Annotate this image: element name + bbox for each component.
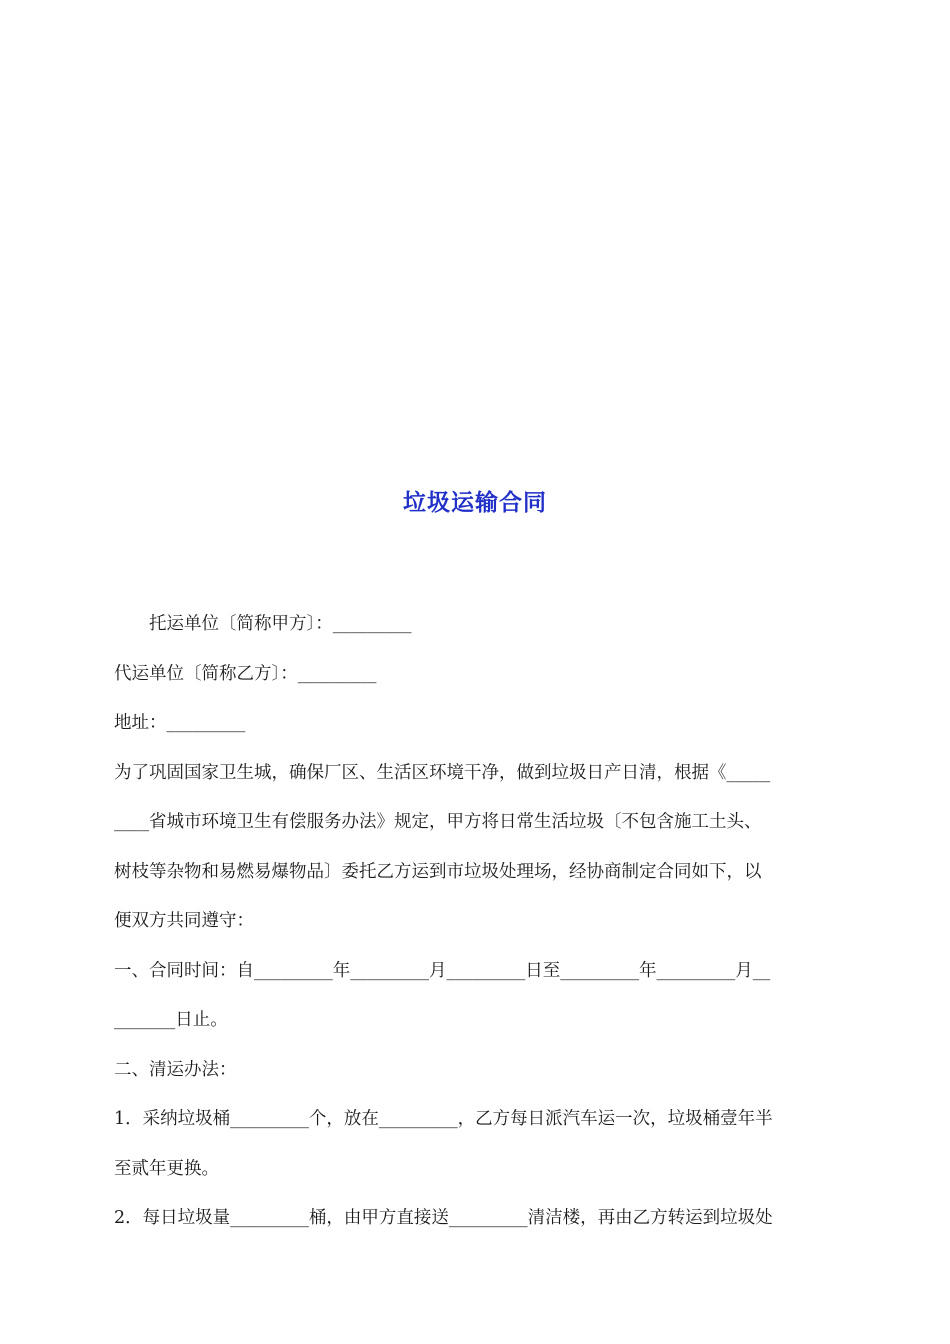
document-title: 垃圾运输合同	[403, 490, 547, 516]
clause-2-line-1: 2．每日垃圾量_________桶，由甲方直接送_________清洁楼，再由乙方转运到垃圾处	[114, 1208, 773, 1228]
section-heading-method: 二、清运办法：	[114, 1059, 237, 1080]
carrier-line: 代运单位〔简称乙方〕：_________	[114, 663, 377, 684]
preamble-line-3: 树枝等杂物和易燃易爆物品〕委托乙方运到市垃圾处理场，经协商制定合同如下，以	[114, 861, 762, 882]
consignor-line: 托运单位〔简称甲方〕：_________	[149, 614, 412, 634]
clause-1-line-2: 至贰年更换。	[114, 1158, 219, 1179]
document-body	[114, 600, 838, 1244]
preamble-line-1: 为了巩固国家卫生城，确保厂区、生活区环境干净，做到垃圾日产日清，根据《_____	[114, 762, 771, 783]
preamble-line-4: 便双方共同遵守：	[114, 911, 254, 931]
preamble-line-2: ____省城市环境卫生有偿服务办法》规定，甲方将日常生活垃圾〔不包含施工土头、	[114, 812, 762, 832]
term-line-2: _______日止。	[114, 1010, 228, 1030]
clause-1-line-1: 1．采纳垃圾桶_________个，放在_________，乙方每日派汽车运一次，垃圾桶壹年半	[114, 1109, 773, 1129]
term-line-1: 一、合同时间：自_________年_________月_________日至_________年_________月__	[114, 960, 771, 981]
address-line: 地址：_________	[114, 713, 246, 733]
